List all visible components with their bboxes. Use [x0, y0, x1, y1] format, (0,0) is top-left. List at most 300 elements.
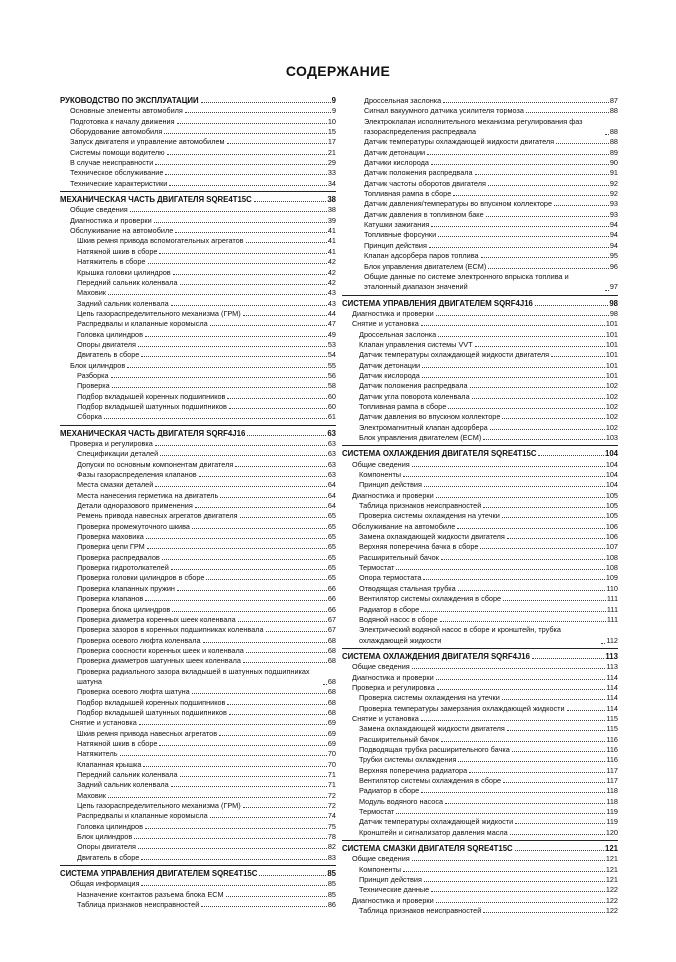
- toc-entry-title: Электромагнитный клапан адсорбера: [359, 422, 488, 432]
- toc-entry-title: Ремень привода навесных агрегатов двигателя: [77, 511, 238, 521]
- toc-entry: [342, 272, 618, 293]
- toc-page-number: 105: [605, 490, 618, 500]
- toc-page-number: 92: [609, 189, 618, 199]
- dot-leader: [486, 216, 609, 217]
- toc-page-number: 85: [327, 869, 336, 879]
- toc-page-number: 75: [327, 821, 336, 831]
- toc-entry: [342, 625, 618, 646]
- toc-page-number: 95: [609, 251, 618, 261]
- toc-entry-title: Общие сведения: [352, 662, 410, 672]
- toc-entry: [342, 573, 618, 583]
- dot-leader: [148, 263, 327, 264]
- toc-entry-title: Опоры двигателя: [77, 339, 136, 349]
- toc-entry: [60, 278, 336, 288]
- toc-entry: [60, 553, 336, 563]
- toc-entry: [342, 220, 618, 230]
- toc-page-number: 121: [605, 875, 618, 885]
- toc-section-heading: [342, 449, 618, 459]
- toc-page-number: 68: [327, 656, 336, 666]
- dot-leader: [171, 569, 327, 570]
- toc-page-number: 121: [605, 864, 618, 874]
- dot-leader: [162, 559, 327, 560]
- toc-page-number: 65: [327, 552, 336, 562]
- dot-leader: [246, 652, 327, 653]
- dot-leader: [445, 803, 605, 804]
- dot-leader: [111, 377, 327, 378]
- dot-leader: [535, 305, 608, 306]
- dot-leader: [438, 336, 605, 337]
- toc-page-number: 34: [327, 178, 336, 188]
- toc-entry: [342, 319, 618, 329]
- toc-entry: [60, 890, 336, 900]
- dot-leader: [438, 236, 609, 237]
- toc-entry-title: Проверка температуры замерзания охлаждающей жидкости: [359, 703, 565, 713]
- toc-page-number: 105: [605, 511, 618, 521]
- toc-entry: [342, 371, 618, 381]
- dot-leader: [155, 486, 327, 487]
- toc-page-number: 72: [327, 790, 336, 800]
- toc-entry: [60, 729, 336, 739]
- toc-entry: [342, 797, 618, 807]
- toc-entry-title: Цепь газораспределительного механизма (ГРМ): [77, 308, 241, 318]
- toc-entry-title: Проверка диаметра коренных шеек коленвала: [77, 614, 236, 624]
- toc-page-number: 94: [609, 220, 618, 230]
- toc-page-number: 102: [605, 381, 618, 391]
- dot-leader: [441, 559, 605, 560]
- dot-leader: [227, 143, 327, 144]
- dot-leader: [421, 720, 606, 721]
- toc-entry: [342, 491, 618, 501]
- toc-entry: [342, 683, 618, 693]
- toc-entry-title: Датчик давления во впускном коллекторе: [359, 412, 501, 422]
- toc-page-number: 111: [606, 614, 618, 624]
- toc-entry: [60, 247, 336, 257]
- toc-entry: [60, 749, 336, 759]
- toc-entry-title: Технические данные: [359, 885, 430, 895]
- toc-entry: [342, 158, 618, 168]
- toc-entry-title: Компоненты: [359, 470, 402, 480]
- dot-leader: [567, 710, 606, 711]
- dot-leader: [143, 766, 326, 767]
- section-divider: [342, 445, 618, 446]
- toc-page-number: 38: [327, 205, 336, 215]
- toc-page-number: 54: [327, 350, 336, 360]
- section-divider: [60, 425, 336, 426]
- toc-entry: [60, 625, 336, 635]
- toc-entry-title: Диагностика и проверки: [352, 490, 434, 500]
- toc-entry-title: Термостат: [359, 807, 395, 817]
- toc-entry-title: Фазы газораспределения клапанов: [77, 470, 197, 480]
- toc-entry: [342, 693, 618, 703]
- toc-page-number: 65: [327, 563, 336, 573]
- toc-entry: [60, 811, 336, 821]
- toc-page-number: 82: [327, 842, 336, 852]
- toc-entry-title: Датчик детонации: [364, 147, 426, 157]
- toc-entry: [60, 501, 336, 511]
- toc-entry-title: Натяжной шкив в сборе: [77, 738, 158, 748]
- toc-page-number: 65: [327, 532, 336, 542]
- toc-entry-title: Датчик положения распредвала: [359, 381, 468, 391]
- toc-entry-title: Вентилятор системы охлаждения в сборе: [359, 776, 502, 785]
- toc-entry-title: Общая информация: [70, 879, 140, 889]
- toc-entry-title: Подготовка к началу движения: [70, 116, 175, 126]
- toc-page-number: 83: [327, 852, 336, 862]
- toc-entry: [60, 801, 336, 811]
- dot-leader: [436, 679, 606, 680]
- toc-page-number: 68: [327, 635, 336, 645]
- toc-entry-title: Общие сведения: [352, 854, 410, 864]
- toc-entry-title: Спецификации деталей: [77, 449, 159, 459]
- toc-page-number: 122: [605, 906, 618, 916]
- toc-entry: [342, 542, 618, 552]
- dot-leader: [532, 658, 604, 659]
- toc-entry-title: Распредвалы и клапанные коромысла: [77, 811, 208, 821]
- toc-entry: [342, 330, 618, 340]
- toc-entry-title: Датчик частоты оборотов двигателя: [364, 178, 486, 188]
- toc-entry-title: Крышка головки цилиндров: [77, 267, 171, 277]
- section-divider: [342, 295, 618, 296]
- toc-page-number: 94: [609, 230, 618, 240]
- toc-entry: [342, 776, 618, 786]
- dot-leader: [423, 579, 604, 580]
- dot-leader: [172, 611, 327, 612]
- toc-entry: [342, 309, 618, 319]
- toc-entry-title: Проверка соосности коренных шеек и коленвала: [77, 645, 244, 655]
- toc-section-heading: [60, 195, 336, 205]
- toc-entry-title: Блок цилиндров: [77, 832, 133, 842]
- dot-leader: [323, 684, 327, 685]
- toc-entry: [342, 412, 618, 422]
- toc-entry-title: Техническое обслуживание: [70, 168, 164, 178]
- toc-entry: [342, 361, 618, 371]
- section-divider: [60, 865, 336, 866]
- toc-entry-title: Клапанная крышка: [77, 759, 142, 769]
- toc-entry-title: Верхняя поперечина бачка в сборе: [359, 542, 479, 552]
- toc-entry: [60, 584, 336, 594]
- toc-page-number: 108: [605, 552, 618, 562]
- toc-entry-title: Датчик кислорода: [359, 370, 420, 380]
- toc-page-number: 64: [327, 490, 336, 500]
- toc-entry: [342, 563, 618, 573]
- toc-entry: [342, 117, 618, 138]
- toc-page-number: 102: [605, 412, 618, 422]
- toc-entry: [60, 718, 336, 728]
- dot-leader: [254, 201, 327, 202]
- dot-leader: [145, 600, 327, 601]
- toc-entry: [60, 288, 336, 298]
- toc-entry-title: Маховик: [77, 288, 106, 298]
- dot-leader: [470, 387, 605, 388]
- toc-page-number: 90: [609, 158, 618, 168]
- toc-page-number: 41: [327, 246, 336, 256]
- toc-page-number: 39: [327, 215, 336, 225]
- toc-entry-title: Расширительный бачок: [359, 734, 439, 744]
- toc-entry: [60, 522, 336, 532]
- toc-page-number: 88: [609, 127, 618, 137]
- toc-page-number: 63: [327, 428, 336, 438]
- toc-page-number: 63: [327, 470, 336, 480]
- toc-page-number: 78: [327, 832, 336, 842]
- toc-entry-title: Радиатор в сборе: [359, 786, 420, 796]
- toc-entry: [342, 615, 618, 625]
- dot-leader: [502, 699, 606, 700]
- toc-entry: [60, 491, 336, 501]
- toc-entry-title: СИСТЕМА УПРАВЛЕНИЯ ДВИГАТЕЛЕМ SQRF4J16: [342, 298, 533, 308]
- dot-leader: [185, 112, 331, 113]
- toc-entry: [60, 158, 336, 168]
- toc-page-number: 104: [605, 470, 618, 480]
- toc-entry: [60, 205, 336, 215]
- dot-leader: [403, 476, 605, 477]
- toc-entry-title: СИСТЕМА УПРАВЛЕНИЯ ДВИГАТЕЛЕМ SQRE4T15C: [60, 869, 258, 879]
- toc-page-number: 101: [605, 319, 618, 329]
- dot-leader: [412, 668, 606, 669]
- toc-entry: [60, 319, 336, 329]
- toc-entry-title: Маховик: [77, 790, 106, 800]
- toc-page-number: 88: [609, 106, 618, 116]
- toc-page-number: 106: [605, 521, 618, 531]
- toc-page-number: 69: [327, 718, 336, 728]
- toc-entry-title: Принцип действия: [364, 240, 427, 250]
- dot-leader: [134, 838, 327, 839]
- dot-leader: [556, 143, 609, 144]
- toc-entry-title: Электрический водяной насос в сборе и кронштейн, трубка охлаждающей жидкости: [359, 625, 561, 645]
- toc-page-number: 108: [605, 563, 618, 573]
- dot-leader: [227, 704, 326, 705]
- toc-entry: [342, 241, 618, 251]
- toc-entry: [342, 704, 618, 714]
- dot-leader: [210, 325, 327, 326]
- section-divider: [342, 648, 618, 649]
- toc-entry-title: Натяжитель: [77, 749, 118, 759]
- dot-leader: [507, 538, 605, 539]
- toc-page-number: 116: [606, 744, 618, 754]
- toc-entry-title: Диагностика и проверки: [352, 672, 434, 682]
- toc-entry: [60, 168, 336, 178]
- toc-entry-title: Технические характеристики: [70, 178, 168, 188]
- toc-page-number: 65: [327, 511, 336, 521]
- dot-leader: [503, 600, 606, 601]
- toc-entry: [60, 371, 336, 381]
- toc-entry-title: СИСТЕМА СМАЗКИ ДВИГАТЕЛЯ SQRE4T15C: [342, 844, 513, 854]
- dot-leader: [515, 823, 605, 824]
- dot-leader: [145, 828, 327, 829]
- toc-entry-title: Подбор вкладышей коренных подшипников: [77, 391, 226, 401]
- toc-page-number: 119: [606, 807, 618, 817]
- dot-leader: [104, 418, 327, 419]
- dot-leader: [483, 912, 605, 913]
- dot-leader: [431, 891, 605, 892]
- toc-entry: [60, 667, 336, 688]
- toc-entry: [342, 402, 618, 412]
- toc-right-column: [342, 96, 618, 916]
- dot-leader: [507, 730, 605, 731]
- toc-entry-title: Задний сальник коленвала: [77, 298, 169, 308]
- dot-leader: [246, 242, 327, 243]
- toc-entry: [342, 199, 618, 209]
- toc-entry-title: Шкив ремня привода навесных агрегатов: [77, 728, 218, 738]
- toc-page-number: 113: [606, 662, 618, 672]
- dot-leader: [457, 528, 605, 529]
- dot-leader: [422, 367, 605, 368]
- toc-entry: [342, 865, 618, 875]
- toc-entry: [60, 822, 336, 832]
- toc-entry-title: Проверка радиального зазора вкладышей в шатунных подшипниках шатуна: [77, 666, 310, 686]
- toc-entry-title: Разборка: [77, 370, 109, 380]
- dot-leader: [448, 408, 605, 409]
- toc-page-number: 68: [327, 697, 336, 707]
- toc-entry-title: Дроссельная заслонка: [359, 329, 437, 339]
- toc-entry-title: Блок управления двигателем (ECM): [364, 261, 487, 271]
- dot-leader: [145, 336, 327, 337]
- toc-entry-title: Отводящая стальная трубка: [359, 583, 456, 593]
- toc-entry: [60, 299, 336, 309]
- toc-entry-title: Шкив ремня привода вспомогательных агрегатов: [77, 236, 244, 246]
- toc-page-number: 97: [609, 282, 618, 292]
- toc-page-number: 113: [605, 651, 618, 661]
- toc-entry: [60, 148, 336, 158]
- toc-entry: [60, 656, 336, 666]
- toc-entry: [342, 470, 618, 480]
- toc-entry-title: Проверка клапанных пружин: [77, 583, 175, 593]
- toc-page-number: 42: [327, 277, 336, 287]
- toc-page-number: 118: [606, 786, 618, 796]
- toc-entry-title: Двигатель в сборе: [77, 350, 140, 360]
- dot-leader: [443, 102, 609, 103]
- toc-entry: [342, 522, 618, 532]
- toc-page-number: 68: [327, 707, 336, 717]
- toc-page-number: 122: [605, 895, 618, 905]
- dot-leader: [165, 174, 326, 175]
- toc-entry-title: Проверка и регулировка: [70, 439, 153, 448]
- toc-entry-title: Блок цилиндров: [70, 360, 126, 370]
- toc-entry-title: Таблица признаков неисправностей: [77, 900, 200, 910]
- toc-entry-title: Проверка цепи ГРМ: [77, 542, 145, 552]
- dot-leader: [502, 418, 604, 419]
- toc-page-number: 55: [327, 360, 336, 370]
- toc-entry-title: Задний сальник коленвала: [77, 780, 169, 790]
- toc-entry-title: Проверка и регулировка: [352, 682, 435, 692]
- toc-page-number: 56: [327, 370, 336, 380]
- dot-leader: [154, 222, 327, 223]
- toc-entry-title: Диагностика и проверки: [352, 895, 434, 905]
- toc-entry: [342, 786, 618, 796]
- toc-entry-title: Электроклапан исполнительного механизма регулирования фаз газораспределения распредвала: [364, 116, 583, 137]
- dot-leader: [458, 590, 606, 591]
- toc-entry-title: Цепь газораспределительного механизма (ГРМ): [77, 801, 241, 811]
- dot-leader: [526, 112, 609, 113]
- toc-page-number: 102: [605, 401, 618, 411]
- toc-page-number: 98: [609, 298, 618, 308]
- toc-entry: [342, 854, 618, 864]
- toc-entry: [60, 532, 336, 542]
- toc-page-number: 104: [605, 459, 618, 469]
- toc-page-number: 33: [327, 168, 336, 178]
- dot-leader: [488, 185, 609, 186]
- toc-entry: [60, 257, 336, 267]
- toc-entry-title: Проверка клапанов: [77, 594, 144, 604]
- toc-entry: [60, 236, 336, 246]
- dot-leader: [219, 735, 327, 736]
- toc-page-number: 60: [327, 391, 336, 401]
- toc-entry-title: Датчик положения распредвала: [364, 168, 473, 178]
- dot-leader: [139, 724, 327, 725]
- page-title: СОДЕРЖАНИЕ: [285, 63, 391, 79]
- toc-entry-title: Передний сальник коленвала: [77, 770, 178, 779]
- dot-leader: [146, 538, 327, 539]
- dot-leader: [259, 875, 326, 876]
- toc-page-number: 15: [327, 127, 336, 137]
- toc-entry-title: Клапан адсорбера паров топлива: [364, 251, 479, 261]
- toc-entry: [60, 687, 336, 697]
- toc-entry: [60, 216, 336, 226]
- dot-leader: [483, 439, 605, 440]
- toc-page-number: 38: [327, 195, 336, 205]
- dot-leader: [538, 455, 604, 456]
- dot-leader: [243, 315, 327, 316]
- toc-left-column: [60, 96, 336, 910]
- toc-page-number: 42: [327, 257, 336, 267]
- toc-entry-title: Проверка диаметров шатунных шеек коленвала: [77, 656, 241, 666]
- toc-entry-title: Датчик температуры охлаждающей жидкости двигателя: [364, 137, 555, 147]
- dot-leader: [201, 906, 327, 907]
- toc-page-number: 9: [331, 106, 336, 116]
- toc-entry-title: Допуски по основным компонентам двигателя: [77, 459, 234, 469]
- dot-leader: [421, 325, 605, 326]
- toc-entry-title: Сборка: [77, 412, 102, 422]
- toc-entry: [60, 226, 336, 236]
- toc-entry: [60, 739, 336, 749]
- dot-leader: [138, 346, 327, 347]
- dot-leader: [108, 797, 327, 798]
- toc-page-number: 101: [605, 339, 618, 349]
- toc-page-number: 70: [327, 749, 336, 759]
- toc-entry-title: Датчик температуры охлаждающей жидкости двигателя: [359, 350, 550, 360]
- toc-entry: [60, 542, 336, 552]
- toc-entry-title: Головка цилиндров: [77, 821, 143, 831]
- toc-page-number: 58: [327, 381, 336, 391]
- toc-entry: [342, 137, 618, 147]
- toc-entry-title: Принцип действия: [359, 875, 422, 885]
- toc-entry: [60, 780, 336, 790]
- toc-entry: [342, 662, 618, 672]
- toc-page-number: 117: [606, 776, 618, 785]
- dot-leader: [159, 745, 326, 746]
- toc-entry: [60, 480, 336, 490]
- toc-entry: [60, 460, 336, 470]
- toc-page-number: 101: [605, 370, 618, 380]
- toc-entry-title: Клапан управления системы VVT: [359, 339, 473, 349]
- dot-leader: [247, 435, 326, 436]
- toc-page-number: 91: [609, 168, 618, 178]
- dot-leader: [112, 387, 327, 388]
- dot-leader: [601, 643, 605, 644]
- toc-entry: [60, 470, 336, 480]
- toc-page-number: 29: [327, 158, 336, 168]
- toc-page-number: 63: [327, 459, 336, 469]
- dot-leader: [436, 497, 605, 498]
- dot-leader: [210, 817, 327, 818]
- dot-leader: [605, 134, 609, 135]
- toc-entry-title: Проверка распредвалов: [77, 552, 160, 562]
- toc-entry: [342, 392, 618, 402]
- toc-entry: [60, 179, 336, 189]
- dot-leader: [396, 569, 604, 570]
- toc-entry: [342, 828, 618, 838]
- toc-entry-title: Обслуживание на автомобиле: [352, 521, 456, 531]
- toc-entry: [342, 714, 618, 724]
- dot-leader: [422, 377, 605, 378]
